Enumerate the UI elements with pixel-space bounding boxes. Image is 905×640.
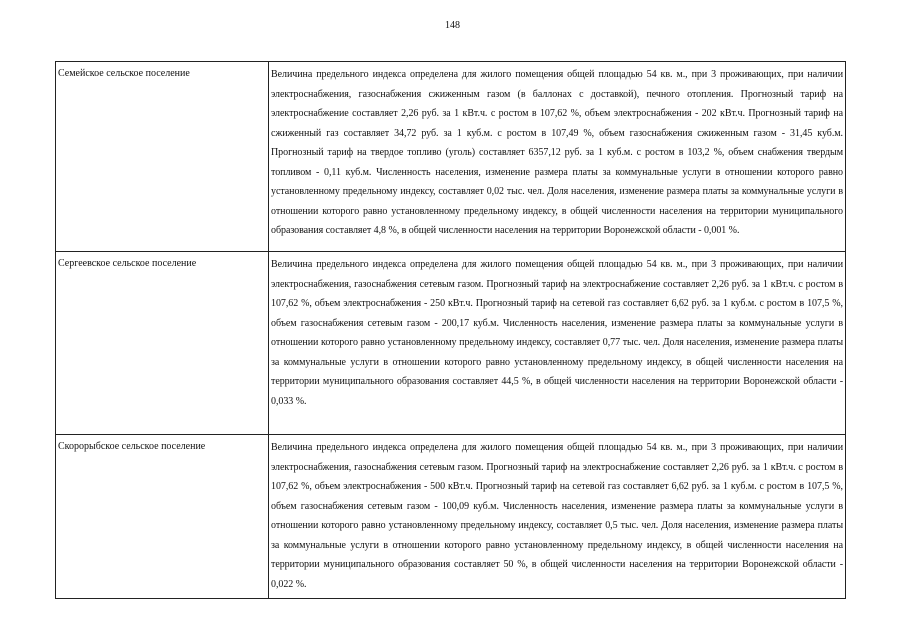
settlement-name-cell: Сергеевское сельское поселение (56, 252, 269, 435)
table-row (56, 62, 846, 252)
settlement-name-cell: Семейское сельское поселение (56, 62, 269, 252)
settlement-name-cell: Скорорыбское сельское поселение (56, 435, 269, 599)
page-number: 148 (445, 20, 460, 31)
settlement-description-cell: Величина предельного индекса определена для жилого помещения общей площадью 54 кв. м., при 3 проживающих, при наличии электроснабжения, газоснабжения сжиженным газом (в баллонах с доставкой), печного отопления. Прогнозный тариф на электроснабжение составляет 2,26 руб. за 1 кВт.ч. с ростом в 107,62 %, объем электроснабжения - 202 кВт.ч. Прогнозный тариф на сжиженный газ составляет 34,72 руб. за 1 куб.м. с ростом в 107,49 %, объем газоснабжения сжиженным газом - 31,45 куб.м. Прогнозный тариф на твердое топливо (уголь) составляет 6357,12 руб. за 1 куб.м. с ростом в 103,2 %, объем снабжения твердым топливом - 0,11 куб.м. Численность населения, изменение размера платы за коммунальные услуги в отношении которого равно установленному предельному индексу, составляет 0,02 тыс. чел. Доля населения, изменение размера платы за коммунальные услуги в отношении которого равно установленному предельному индексу, в общей численности населения на территории муниципального образования составляет 4,8 %, в общей численности населения на территории Воронежской области - 0,001 %. (269, 62, 846, 252)
table-row (56, 435, 846, 599)
table-row (56, 252, 846, 435)
settlement-description-cell: Величина предельного индекса определена для жилого помещения общей площадью 54 кв. м., при 3 проживающих, при наличии электроснабжения, газоснабжения сетевым газом. Прогнозный тариф на электроснабжение составляет 2,26 руб. за 1 кВт.ч. с ростом в 107,62 %, объем электроснабжения - 500 кВт.ч. Прогнозный тариф на сетевой газ составляет 6,62 руб. за 1 куб.м. с ростом в 107,5 %, объем газоснабжения сетевым газом - 100,09 куб.м. Численность населения, изменение размера платы за коммунальные услуги в отношении которого равно установленному предельному индексу, составляет 0,5 тыс. чел. Доля населения, изменение размера платы за коммунальные услуги в отношении которого равно установленному предельному индексу, в общей численности населения на территории муниципального образования составляет 50 %, в общей численности населения на территории Воронежской области - 0,022 %. (269, 435, 846, 599)
settlement-description-cell: Величина предельного индекса определена для жилого помещения общей площадью 54 кв. м., при 3 проживающих, при наличии электроснабжения, газоснабжения сетевым газом. Прогнозный тариф на электроснабжение составляет 2,26 руб. за 1 кВт.ч. с ростом в 107,62 %, объем электроснабжения - 250 кВт.ч. Прогнозный тариф на сетевой газ составляет 6,62 руб. за 1 куб.м. с ростом в 107,5 %, объем газоснабжения сетевым газом - 200,17 куб.м. Численность населения, изменение размера платы за коммунальные услуги в отношении которого равно установленному предельному индексу, составляет 0,77 тыс. чел. Доля населения, изменение размера платы за коммунальные услуги в отношении которого равно установленному предельному индексу, в общей численности населения на территории муниципального образования составляет 44,5 %, в общей численности населения на территории Воронежской области - 0,033 %. (269, 252, 846, 435)
settlement-tariff-table (55, 61, 846, 599)
